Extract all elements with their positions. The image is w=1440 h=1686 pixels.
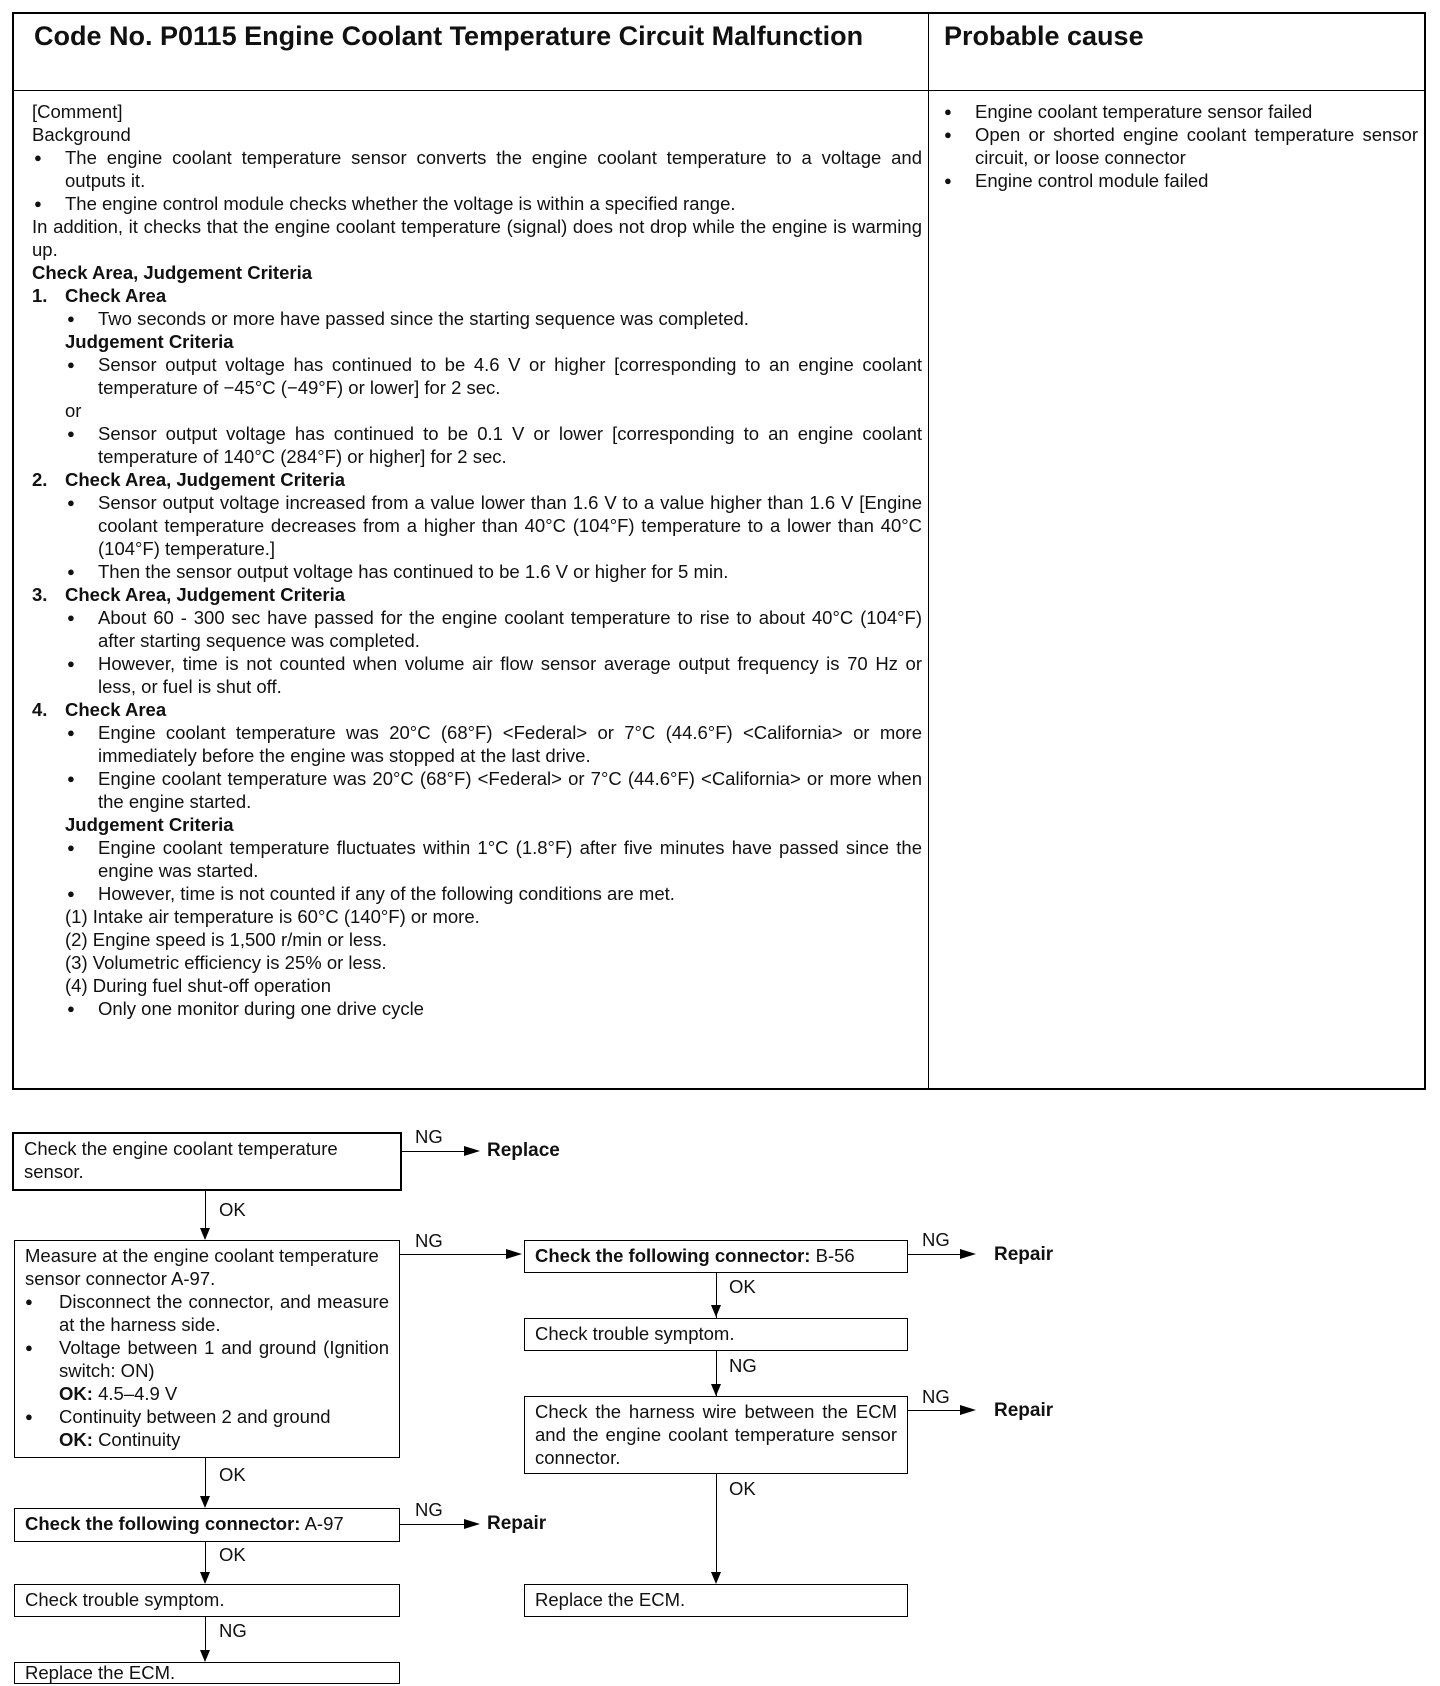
section-3-bullet-1: ● About 60 - 300 sec have passed for the engine coolant temperature to rise to about 40°C (104°F) after starting sequence was completed.	[65, 606, 922, 652]
measure-bullet-2: ● Voltage between 1 and ground (Ignition switch: ON)	[25, 1336, 389, 1382]
flow-line	[205, 1458, 206, 1497]
background-bullet-1: ● The engine coolant temperature sensor converts the engine coolant temperature to a voltage and outputs it.	[32, 146, 922, 192]
condition-2: (2) Engine speed is 1,500 r/min or less.	[65, 929, 387, 950]
section-4-judgement-label: Judgement Criteria	[65, 814, 234, 835]
arrow-right-icon	[506, 1249, 522, 1259]
section-4-title: 4. Check Area	[32, 699, 167, 720]
flow-label-ok: OK	[219, 1464, 246, 1485]
section-3-title: 3. Check Area, Judgement Criteria	[32, 584, 345, 605]
flow-label-ok: OK	[219, 1199, 246, 1220]
arrow-right-icon	[464, 1519, 480, 1529]
flow-line	[908, 1410, 962, 1411]
background-continuation: In addition, it checks that the engine coolant temperature (signal) does not drop while the engine is warming up.	[32, 216, 922, 260]
arrow-down-icon	[711, 1305, 721, 1317]
condition-3: (3) Volumetric efficiency is 25% or less.	[65, 952, 387, 973]
section-1-judgement-1: ● Sensor output voltage has continued to be 4.6 V or higher [corresponding to an engine coolant temperature of −45°C (−49°F) or lower] for 2 sec.	[65, 353, 922, 399]
flow-line	[908, 1254, 962, 1255]
section-2-bullet-2: ● Then the sensor output voltage has continued to be 1.6 V or higher for 5 min.	[65, 560, 922, 583]
flow-label-ng: NG	[729, 1355, 757, 1376]
probable-cause-heading: Probable cause	[944, 21, 1144, 51]
flow-label-ng: NG	[415, 1499, 443, 1520]
measure-bullet-3: ● Continuity between 2 and ground	[25, 1405, 389, 1428]
flow-box-check-harness: Check the harness wire between the ECM and the engine coolant temperature sensor connector.	[524, 1396, 908, 1474]
flow-label-ok: OK	[729, 1478, 756, 1499]
flow-label-ok: OK	[219, 1544, 246, 1565]
flow-box-check-connector-b56: Check the following connector: B-56	[524, 1240, 908, 1273]
section-4-bullet-2: ● Engine coolant temperature was 20°C (68°F) <Federal> or 7°C (44.6°F) <California> or more when the engine started.	[65, 767, 922, 813]
section-2-number: 2.	[32, 469, 48, 490]
flow-action-repair: Repair	[994, 1400, 1054, 1421]
arrow-right-icon	[960, 1405, 976, 1415]
flow-box-check-symptom: Check trouble symptom.	[14, 1584, 400, 1617]
comment-section	[32, 100, 922, 1020]
section-4-number: 4.	[32, 699, 48, 720]
section-4-judgement-1: ● Engine coolant temperature fluctuates within 1°C (1.8°F) after five minutes have passed since the engine was started.	[65, 836, 922, 882]
arrow-right-icon	[464, 1146, 480, 1156]
flow-line	[205, 1617, 206, 1651]
flow-label-ok: OK	[729, 1276, 756, 1297]
flow-box-measure-connector	[14, 1240, 400, 1458]
section-1-or: or	[65, 400, 82, 421]
measure-ok-continuity: OK: Continuity	[59, 1429, 181, 1450]
criteria-heading: Check Area, Judgement Criteria	[32, 262, 312, 283]
section-2-bullet-1: ● Sensor output voltage increased from a value lower than 1.6 V to a value higher than 1.6 V [Engine coolant temperature decreases from a higher than 40°C (104°F) temperature to a lower than 40°C (104°F) temperature.]	[65, 491, 922, 560]
flow-line	[205, 1191, 206, 1229]
header-divider	[14, 90, 1424, 91]
flow-label-ng: NG	[219, 1620, 247, 1641]
flow-label-ng: NG	[922, 1229, 950, 1250]
section-1-judgement-2: ● Sensor output voltage has continued to be 0.1 V or lower [corresponding to an engine coolant temperature of 140°C (284°F) or higher] for 2 sec.	[65, 422, 922, 468]
flow-line	[400, 1254, 508, 1255]
flow-action-replace: Replace	[487, 1140, 560, 1161]
comment-label: [Comment]	[32, 101, 123, 122]
arrow-right-icon	[960, 1249, 976, 1259]
flow-box-check-sensor: Check the engine coolant temperature sensor.	[12, 1132, 402, 1191]
section-1-judgement-label: Judgement Criteria	[65, 331, 234, 352]
flow-action-repair: Repair	[487, 1513, 547, 1534]
section-4-judgement-3: ● Only one monitor during one drive cycle	[65, 997, 922, 1020]
flow-box-replace-ecm: Replace the ECM.	[524, 1584, 908, 1617]
flow-label-ng: NG	[415, 1230, 443, 1251]
measure-ok-voltage: OK: 4.5–4.9 V	[59, 1383, 178, 1404]
flow-line	[716, 1474, 717, 1573]
section-4-bullet-1: ● Engine coolant temperature was 20°C (68°F) <Federal> or 7°C (44.6°F) <California> or more immediately before the engine was stopped at the last drive.	[65, 721, 922, 767]
background-label: Background	[32, 124, 131, 145]
code-info-table	[12, 12, 1426, 1090]
flow-label-ng: NG	[415, 1126, 443, 1147]
section-1-title: 1. Check Area	[32, 285, 167, 306]
arrow-down-icon	[711, 1384, 721, 1396]
flow-line	[400, 1524, 466, 1525]
cause-item: ● Open or shorted engine coolant temperature sensor circuit, or loose connector	[942, 123, 1418, 169]
measure-bullet-1: ● Disconnect the connector, and measure at the harness side.	[25, 1290, 389, 1336]
arrow-down-icon	[200, 1650, 210, 1662]
arrow-down-icon	[200, 1496, 210, 1508]
cause-item: ● Engine control module failed	[942, 169, 1418, 192]
arrow-down-icon	[711, 1572, 721, 1584]
section-3-number: 3.	[32, 584, 48, 605]
section-3-bullet-2: ● However, time is not counted when volume air flow sensor average output frequency is 70 Hz or less, or fuel is shut off.	[65, 652, 922, 698]
page-title: Code No. P0115 Engine Coolant Temperature Circuit Malfunction	[34, 21, 864, 51]
flow-label-ng: NG	[922, 1386, 950, 1407]
flow-box-check-connector-a97: Check the following connector: A-97	[14, 1508, 400, 1542]
flow-box-check-symptom: Check trouble symptom.	[524, 1318, 908, 1351]
section-2-title: 2. Check Area, Judgement Criteria	[32, 469, 345, 490]
condition-1: (1) Intake air temperature is 60°C (140°F) or more.	[65, 906, 480, 927]
arrow-down-icon	[200, 1572, 210, 1584]
flow-action-repair: Repair	[994, 1244, 1054, 1265]
measure-instruction: Measure at the engine coolant temperature sensor connector A-97.	[25, 1245, 379, 1289]
arrow-down-icon	[200, 1228, 210, 1240]
column-divider	[928, 14, 929, 1088]
section-1-number: 1.	[32, 285, 48, 306]
section-4-judgement-2: ● However, time is not counted if any of the following conditions are met.	[65, 882, 922, 905]
probable-cause-list	[942, 100, 1418, 192]
background-bullet-2: ● The engine control module checks whether the voltage is within a specified range.	[32, 192, 922, 215]
section-1-area-bullet: ● Two seconds or more have passed since the starting sequence was completed.	[65, 307, 922, 330]
flow-line	[205, 1542, 206, 1573]
condition-4: (4) During fuel shut-off operation	[65, 975, 332, 996]
flow-line	[402, 1151, 466, 1152]
cause-item: ● Engine coolant temperature sensor failed	[942, 100, 1418, 123]
flow-box-replace-ecm: Replace the ECM.	[14, 1662, 400, 1684]
